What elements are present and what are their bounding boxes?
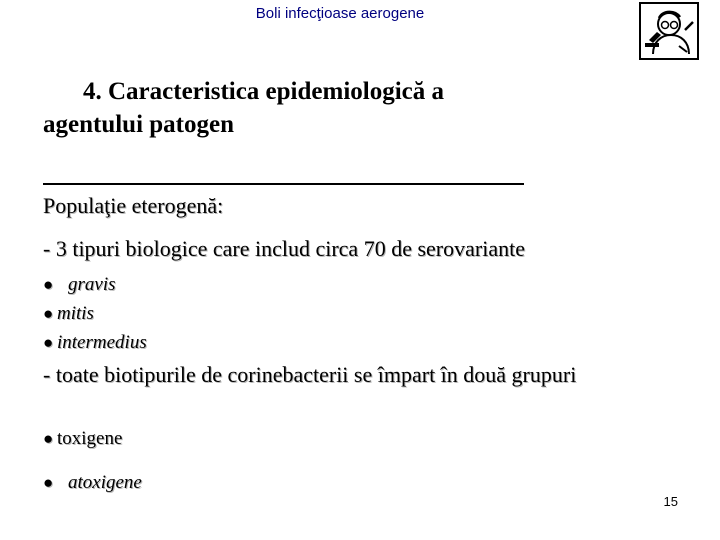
bullet-icon: ● bbox=[43, 275, 54, 294]
biotype-item bbox=[43, 301, 94, 327]
group-item bbox=[43, 426, 122, 452]
bullet-icon: ● bbox=[43, 304, 54, 323]
page-number: 15 bbox=[663, 494, 678, 509]
biotype-label: gravis bbox=[68, 274, 116, 295]
title-divider bbox=[43, 183, 524, 185]
biotype-label: intermedius bbox=[57, 332, 147, 353]
doctor-with-microscope-icon bbox=[639, 2, 699, 60]
group-label: atoxigene bbox=[68, 472, 142, 493]
bullet-icon: ● bbox=[43, 333, 54, 352]
bullet-icon: ● bbox=[43, 429, 54, 448]
population-heading: Populaţie eterogenă: bbox=[43, 193, 224, 218]
slide-title-line-2: agentului patogen bbox=[43, 111, 235, 138]
biotype-item bbox=[43, 330, 147, 356]
slide-header: Boli infecţioase aerogene bbox=[255, 5, 425, 22]
group-label: toxigene bbox=[57, 428, 123, 449]
biotype-label: mitis bbox=[57, 303, 94, 324]
groups-intro: - toate biotipurile de corinebacterii se împart în două grupuri bbox=[43, 362, 577, 387]
group-item bbox=[43, 470, 142, 496]
biotype-item bbox=[43, 272, 116, 298]
bullet-icon: ● bbox=[43, 473, 54, 492]
slide-title-line-1: 4. Caracteristica epidemiologică a bbox=[83, 78, 445, 105]
slide-title bbox=[43, 75, 663, 141]
biotypes-intro: - 3 tipuri biologice care includ circa 70 de serovariante bbox=[43, 236, 525, 261]
